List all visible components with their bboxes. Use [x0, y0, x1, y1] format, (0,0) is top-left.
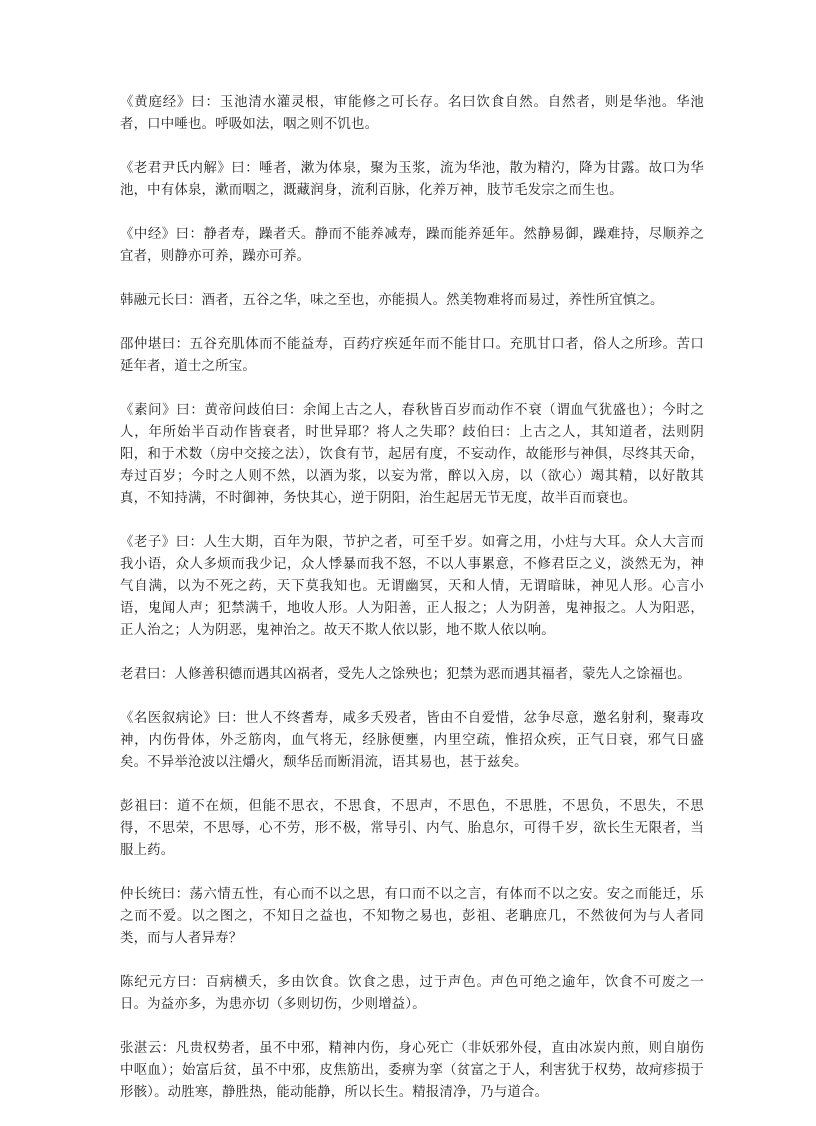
paragraph-chen-ji: 陈纪元方曰：百病横夭，多由饮食。饮食之患，过于声色。声色可绝之逾年，饮食不可废之一日。为益亦多，为患亦切（多则切伤，少则增益）。 — [120, 975, 704, 1012]
paragraph-zhong-jing: 《中经》曰：静者寿，躁者夭。静而不能养减寿，躁而能养延年。然静易御，躁难持，尽顺养之宜者，则静亦可养，躁亦可养。 — [120, 227, 704, 264]
paragraph-shao-zhongkan: 邵仲堪曰：五谷充肌体而不能益寿，百药疗疾延年而不能甘口。充肌甘口者，俗人之所珍。苦口延年者，道士之所宝。 — [120, 337, 704, 374]
paragraph-su-wen: 《素问》曰：黄帝问歧伯曰：余闻上古之人，春秋皆百岁而动作不衰（谓血气犹盛也）；今时之人，年所始半百动作皆衰者，时世异耶？将人之失耶？歧伯曰：上古之人，其知道者，法则阴阳，和于术数（房中交接之法），饮食有节，起居有度，不妄动作，故能形与神俱，尽终其天命，寿过百岁；今时之人则不然，以酒为浆，以妄为常，醉以入房，以（欲心）竭其精，以好散其真，不知持满，不时御神，务快其心，逆于阴阳，治生起居无节无度，故半百而衰也。 — [120, 403, 704, 506]
paragraph-zhongchang-tong: 仲长统曰：荡六情五性，有心而不以之思，有口而不以之言，有体而不以之安。安之而能迁，乐之而不爱。以之图之，不知日之益也，不知物之易也，彭祖、老聃庶几，不然彼何为与人者同类，而与人者异寿？ — [120, 887, 704, 946]
paragraph-han-rong: 韩融元长曰：酒者，五谷之华，味之至也，亦能损人。然美物难将而易过，养性所宜慎之。 — [120, 293, 664, 308]
paragraph-laojun: 老君曰：人修善积德而遇其凶祸者，受先人之馀殃也；犯禁为恶而遇其福者，蒙先人之馀福也。 — [120, 667, 691, 682]
paragraph-zhang-zhan: 张湛云：凡贵权势者，虽不中邪，精神内伤，身心死亡（非妖邪外侵，直由冰炭内煎，则自崩伤中呕血）；始富后贫，虽不中邪，皮焦筋出，委痹为挛（贫富之于人，利害犹于权势，故疴疹损于形骸）。动胜寒，静胜热，能动能静，所以长生。精报清净，乃与道合。 — [120, 1041, 704, 1100]
paragraph-mingyi-xubing-lun: 《名医叙病论》曰：世人不终耆寿，咸多夭殁者，皆由不自爱惜，忿争尽意，邀名射利，聚毒攻神，内伤骨体，外乏筋肉，血气将无，经脉便壅，内里空疏，惟招众疾，正气日衰，邪气日盛矣。不异举沧波以注爝火，颓华岳而断涓流，语其易也，甚于兹矣。 — [120, 711, 704, 770]
document-page — [120, 92, 704, 1126]
paragraph-huangting-jing: 《黄庭经》曰：玉池清水灌灵根，审能修之可长存。名曰饮食自然。自然者，则是华池。华池者，口中唾也。呼吸如法，咽之则不饥也。 — [120, 95, 704, 132]
paragraph-laojun-yinshi-neijie: 《老君尹氏内解》曰：唾者，漱为体泉，聚为玉浆，流为华池，散为精汋，降为甘露。故口为华池，中有体泉，漱而咽之，溉藏润身，流利百脉，化养万神，肢节毛发宗之而生也。 — [120, 161, 704, 198]
paragraph-laozi: 《老子》曰：人生大期，百年为限，节护之者，可至千岁。如膏之用，小炷与大耳。众人大言而我小语，众人多烦而我少记，众人悸暴而我不怒，不以人事累意，不修君臣之义，淡然无为，神气自满，以为不死之药，天下莫我知也。无谓幽冥，天和人情，无谓暗昧，神见人形。心言小语，鬼闻人声；犯禁满千，地收人形。人为阳善，正人报之；人为阴善，鬼神报之。人为阳恶，正人治之；人为阴恶，鬼神治之。故天不欺人依以影，地不欺人依以响。 — [120, 535, 704, 638]
paragraph-peng-zu: 彭祖曰：道不在烦，但能不思衣，不思食，不思声，不思色，不思胜，不思负，不思失，不思得，不思荣，不思辱，心不劳，形不极，常导引、内气、胎息尔，可得千岁，欲长生无限者，当服上药。 — [120, 799, 704, 858]
